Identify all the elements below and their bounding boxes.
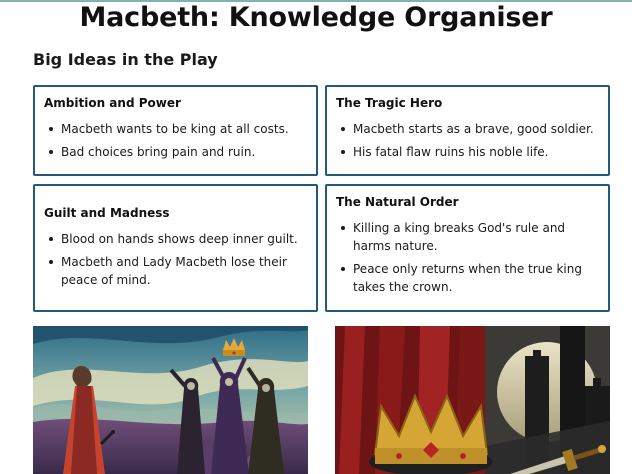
card-points (44, 120, 306, 161)
card-point-text: Macbeth starts as a brave, good soldier. (353, 122, 594, 136)
card-title: Guilt and Madness (44, 206, 170, 220)
witches-scene-image (33, 326, 308, 474)
card-points (44, 230, 306, 289)
card-point (44, 143, 306, 161)
card-point-text: Killing a king breaks God's rule and harms nature. (353, 221, 566, 253)
card-guilt-and-madness (33, 184, 318, 312)
card-point-text: Macbeth and Lady Macbeth lose their peace of mind. (61, 255, 287, 287)
crown-dagger-illustration (335, 326, 610, 474)
card-title: Ambition and Power (44, 96, 181, 110)
card-points (336, 120, 598, 161)
card-point (336, 219, 598, 255)
page-title: Macbeth: Knowledge Organiser (79, 2, 553, 33)
card-point (336, 143, 598, 161)
card-point-text: Macbeth wants to be king at all costs. (61, 122, 289, 136)
card-point (44, 230, 306, 248)
card-ambition-and-power (33, 85, 318, 176)
bullet-icon (49, 237, 53, 241)
card-point (336, 260, 598, 296)
card-point (336, 120, 598, 138)
section-heading: Big Ideas in the Play (33, 50, 218, 69)
card-point-text: His fatal flaw ruins his noble life. (353, 145, 549, 159)
bullet-icon (49, 127, 53, 131)
card-point (44, 120, 306, 138)
card-title: The Tragic Hero (336, 96, 443, 110)
bullet-icon (49, 150, 53, 154)
bullet-icon (341, 150, 345, 154)
card-point-text: Blood on hands shows deep inner guilt. (61, 232, 298, 246)
card-points (336, 219, 598, 296)
bullet-icon (341, 226, 345, 230)
bullet-icon (341, 127, 345, 131)
card-title: The Natural Order (336, 195, 459, 209)
card-the-tragic-hero (325, 85, 610, 176)
card-point-text: Bad choices bring pain and ruin. (61, 145, 256, 159)
macbeth-witches-illustration (33, 326, 308, 474)
crown-scene-image (335, 326, 610, 474)
card-point (44, 253, 306, 289)
bullet-icon (341, 267, 345, 271)
card-the-natural-order (325, 184, 610, 312)
card-point-text: Peace only returns when the true king takes the crown. (353, 262, 582, 294)
bullet-icon (49, 260, 53, 264)
